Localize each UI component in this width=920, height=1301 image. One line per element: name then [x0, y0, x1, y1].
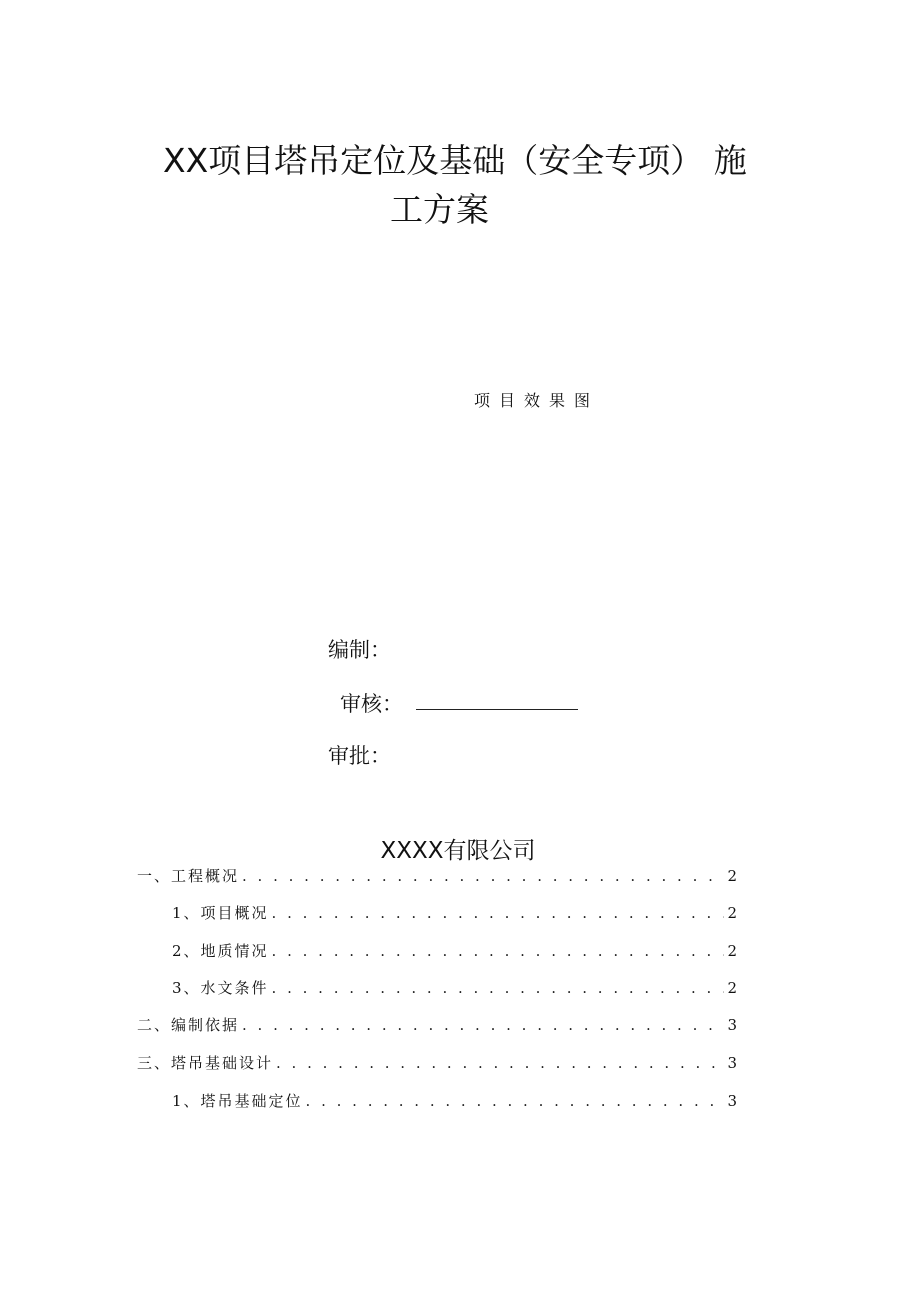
document-title-line-1: XX项目塔吊定位及基础（安全专项） 施	[163, 141, 747, 180]
toc-entry[interactable]	[172, 977, 737, 999]
toc-entry-page: 2	[727, 979, 737, 997]
toc-entry[interactable]	[172, 1090, 737, 1112]
toc-leader-dots	[242, 867, 724, 885]
toc-entry-page: 3	[727, 1092, 737, 1110]
toc-entry[interactable]	[172, 902, 737, 924]
toc-leader-dots	[242, 1016, 724, 1034]
toc-entry-page: 2	[727, 942, 737, 960]
toc-entry-title: 1、项目概况	[172, 904, 269, 922]
toc-leader-dots	[306, 1092, 725, 1110]
approved-by-label: 审批：	[328, 744, 391, 768]
company-name	[0, 832, 920, 865]
toc-entry[interactable]	[137, 865, 737, 887]
toc-leader-dots	[272, 942, 725, 960]
toc-entry-title: 1、塔吊基础定位	[172, 1092, 303, 1110]
toc-entry-title: 2、地质情况	[172, 942, 269, 960]
toc-entry[interactable]	[172, 940, 737, 962]
toc-entry-page: 3	[727, 1016, 737, 1034]
reviewed-by-label: 审核：	[340, 692, 403, 716]
toc-entry-page: 3	[727, 1054, 737, 1072]
toc-entry[interactable]	[137, 1014, 737, 1036]
toc-entry-title: 二、编制依据	[137, 1016, 240, 1034]
toc-entry-title: 三、塔吊基础设计	[137, 1054, 274, 1072]
compiled-by-label: 编制：	[328, 638, 391, 662]
toc-entry-title: 3、水文条件	[172, 979, 269, 997]
toc-entry-title: 一、工程概况	[137, 867, 240, 885]
toc-leader-dots	[272, 904, 725, 922]
toc-entry[interactable]	[137, 1052, 737, 1074]
toc-leader-dots	[272, 979, 725, 997]
document-title-line-2: 工方案	[390, 190, 489, 229]
review-signature-line	[416, 709, 578, 710]
toc-entry-page: 2	[727, 867, 737, 885]
toc-entry-page: 2	[727, 904, 737, 922]
company-name-text: XXXX有限公司	[380, 838, 536, 864]
toc-leader-dots	[276, 1054, 724, 1072]
effect-image-caption: 项目效果图	[474, 391, 600, 410]
